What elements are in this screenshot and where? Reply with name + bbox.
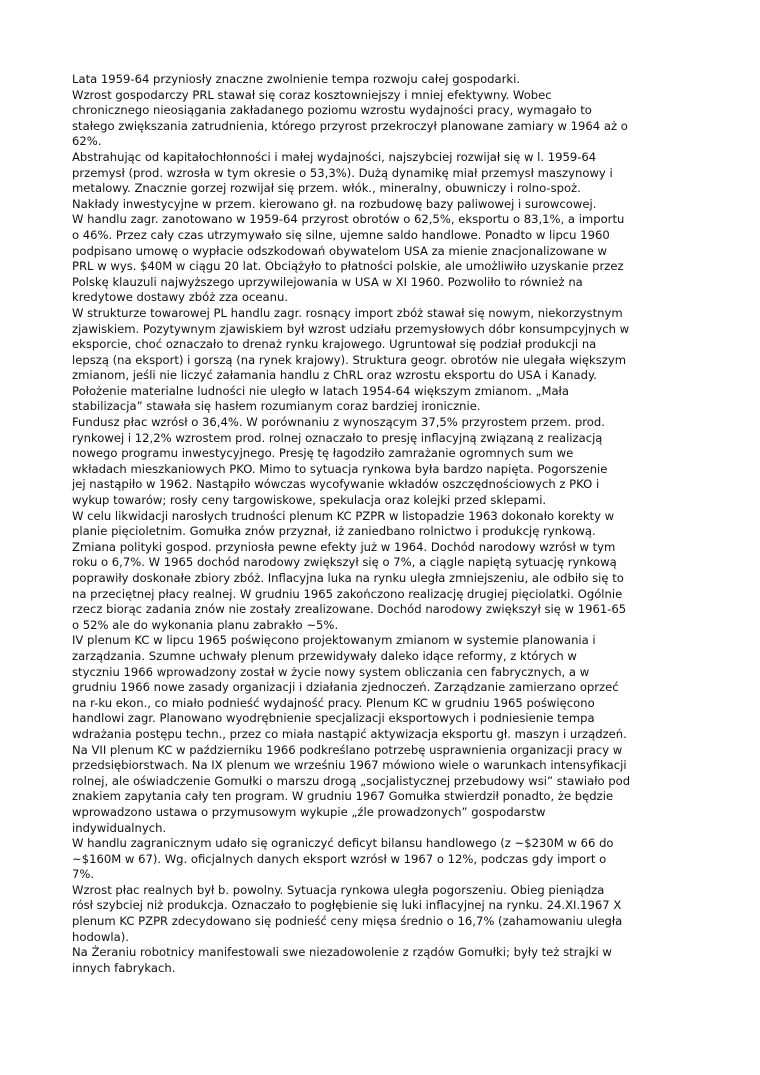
text-line: na przeciętnej płacy realnej. W grudniu 1965 zakończono realizację drugiej pięciolatki. Ogólnie [72,586,623,601]
text-line: rzecz biorąc zadania znów nie zostały zrealizowane. Dochód narodowy zwiększył się w 1961-65 [72,602,627,617]
text-line: PRL w wys. $40M w ciągu 20 lat. Obciążyło to płatności polskie, ale umożliwiło uzyskanie przez [72,259,624,274]
text-line: Położenie materialne ludności nie uległo w latach 1954-64 większym zmianom. „Mała [72,383,569,398]
text-line: chronicznego nieosiągania zakładanego poziomu wzrostu wydajności pracy, wymagało to [72,103,592,118]
text-line: przemysł (prod. wzrosła w tym okresie o 53,3%). Dużą dynamikę miał przemysł maszynowy i [72,165,613,180]
text-line: planie pięcioletnim. Gomułka znów przyznał, iż zaniedbano rolnictwo i produkcję rynkową. [72,524,596,539]
text-line: roku o 6,7%. W 1965 dochód narodowy zwiększył się o 7%, a ciągle napiętą sytuację rynkową [72,555,617,570]
text-line: ~$160M w 67). Wg. oficjalnych danych eksport wzrósł w 1967 o 12%, podczas gdy import o [72,851,607,866]
text-line: zmianom, jeśli nie liczyć załamania handlu z ChRL oraz wzrostu eksportu do USA i Kanady. [72,368,597,383]
text-line: plenum KC PZPR zdecydowano się podnieść ceny mięsa średnio o 16,7% (zahamowaniu uległa [72,914,623,929]
text-line: Na Żeraniu robotnicy manifestowali swe niezadowolenie z rządów Gomułki; były też strajki w [72,945,612,960]
text-line: IV plenum KC w lipcu 1965 poświęcono projektowanym zmianom w systemie planowania i [72,633,596,648]
text-line: podpisano umowę o wypłacie odszkodowań obywatelom USA za mienie znacjonalizowane w [72,243,608,258]
text-line: Na VII plenum KC w październiku 1966 podkreślano potrzebę usprawnienia organizacji pracy w [72,742,623,757]
text-line: Abstrahując od kapitałochłonności i małej wydajności, najszybciej rozwijał się w l. 1959-64 [72,149,597,164]
text-line: wykup towarów; rosły ceny targowiskowe, spekulacja oraz kolejki przed sklepami. [72,493,547,508]
text-line: o 52% ale do wykonania planu zabrakło ~5%. [72,617,339,632]
text-line: W strukturze towarowej PL handlu zagr. rosnący import zbóż stawał się nowym, niekorzystnym [72,305,623,320]
text-line: W handlu zagranicznym udało się ograniczyć deficyt bilansu handlowego (z ~$230M w 66 do [72,836,614,851]
text-line: grudniu 1966 nowe zasady organizacji i działania zjednoczeń. Zarządzanie zamierzano oprzeć [72,680,619,695]
text-line: zjawiskiem. Pozytywnym zjawiskiem był wzrost udziału przemysłowych dóbr konsumpcyjnych w [72,321,630,336]
text-line: W celu likwidacji narosłych trudności plenum KC PZPR w listopadzie 1963 dokonało korekty w [72,508,615,523]
text-line: poprawiły doskonałe zbiory zbóż. Inflacyjna luka na rynku uległa zmniejszeniu, ale odbiło się to [72,571,624,585]
text-line: indywidualnych. [72,820,167,835]
text-line: przedsiębiorstwach. Na IX plenum we wrześniu 1967 mówiono wiele o warunkach intensyfikacji [72,758,627,773]
text-line: Lata 1959-64 przyniosły znaczne zwolnienie tempa rozwoju całej gospodarki. [72,72,521,86]
text-line: kredytowe dostawy zbóż zza oceanu. [72,290,289,305]
text-line: eksporcie, choć oznaczało to drenaż rynku krajowego. Ugruntował się podział produkcji na [72,337,597,352]
text-line: handlowi zagr. Planowano wyodrębnienie specjalizacji eksportowych i podniesienie tempa [72,711,595,726]
text-line: lepszą (na eksport) i gorszą (na rynek krajowy). Struktura geogr. obrotów nie ulegała większym [72,352,627,367]
text-line: Fundusz płac wzrósł o 36,4%. W porównaniu z wynoszącym 37,5% przyrostem przem. prod. [72,415,605,430]
text-line: metalowy. Znacznie gorzej rozwijał się przem. włók., mineralny, obuwniczy i rolno-spoż. [72,181,581,196]
text-line: rynkowej i 12,2% wzrostem prod. rolnej oznaczało to presję inflacyjną związaną z realizacją [72,430,603,445]
text-line: Polskę klauzuli najwyższego uprzywilejowania w USA w XI 1960. Pozwoliło to również na [72,274,583,289]
text-line: na r-ku ekon., co miało podnieść wydajność pracy. Plenum KC w grudniu 1965 poświęcono [72,695,595,710]
text-line: styczniu 1966 wprowadzony został w życie nowy system obliczania cen fabrycznych, a w [72,664,590,679]
text-line: 7%. [72,867,95,882]
text-line: Wzrost gospodarczy PRL stawał się coraz kosztowniejszy i mniej efektywny. Wobec [72,87,552,102]
text-line: 62%. [72,134,102,149]
text-line: Zmiana polityki gospod. przyniosła pewne efekty już w 1964. Dochód narodowy wzrósł w tym [72,539,616,554]
text-line: nowego programu inwestycyjnego. Presję tę łagodziło zamrażanie ogromnych sum we [72,446,574,461]
text-line: wdrażania postępu techn., przez co miała nastąpić aktywizacja eksportu gł. maszyn i urządzeń. [72,726,627,741]
text-line: wkładach mieszkaniowych PKO. Mimo to sytuacja rynkowa była bardzo napięta. Pogorszenie [72,461,608,476]
text-line: hodowla). [72,929,129,944]
text-line: stałego zwiększania zatrudnienia, którego przyrost przekroczył planowane zamiary w 1964 aż o [72,118,628,133]
text-line: innych fabrykach. [72,960,176,975]
text-line: stabilizacja” stawała się hasłem rozumianym coraz bardziej ironicznie. [72,399,481,414]
text-line: Wzrost płac realnych był b. powolny. Sytuacja rynkowa uległa pogorszeniu. Obieg pieniądza [72,882,605,897]
text-line: rolnej, ale oświadczenie Gomułki o marszu drogą „socjalistycznej przebudowy wsi” stawiało pod [72,773,631,788]
text-line: jej nastąpiło w 1962. Nastąpiło wówczas wycofywanie wkładów oszczędnościowych z PKO i [72,477,600,492]
text-line: Nakłady inwestycyjne w przem. kierowano gł. na rozbudowę bazy paliwowej i surowcowej. [72,196,597,211]
document-body-text [72,72,690,976]
text-line: znakiem zapytania cały ten program. W grudniu 1967 Gomułka stwierdził ponadto, że będzie [72,789,614,804]
text-line: W handlu zagr. zanotowano w 1959-64 przyrost obrotów o 62,5%, eksportu o 83,1%, a importu [72,212,625,227]
text-line: wprowadzono ustawa o przymusowym wykupie „źle prowadzonych” gospodarstw [72,804,546,819]
text-line: zarządzania. Szumne uchwały plenum przewidywały daleko idące reformy, z których w [72,648,577,663]
text-line: o 46%. Przez cały czas utrzymywało się silne, ujemne saldo handlowe. Ponadto w lipcu 1960 [72,227,610,242]
text-line: rósł szybciej niż produkcja. Oznaczało to pogłębienie się luki inflacyjnej na rynku. 24.XI.1967 X [72,898,622,913]
